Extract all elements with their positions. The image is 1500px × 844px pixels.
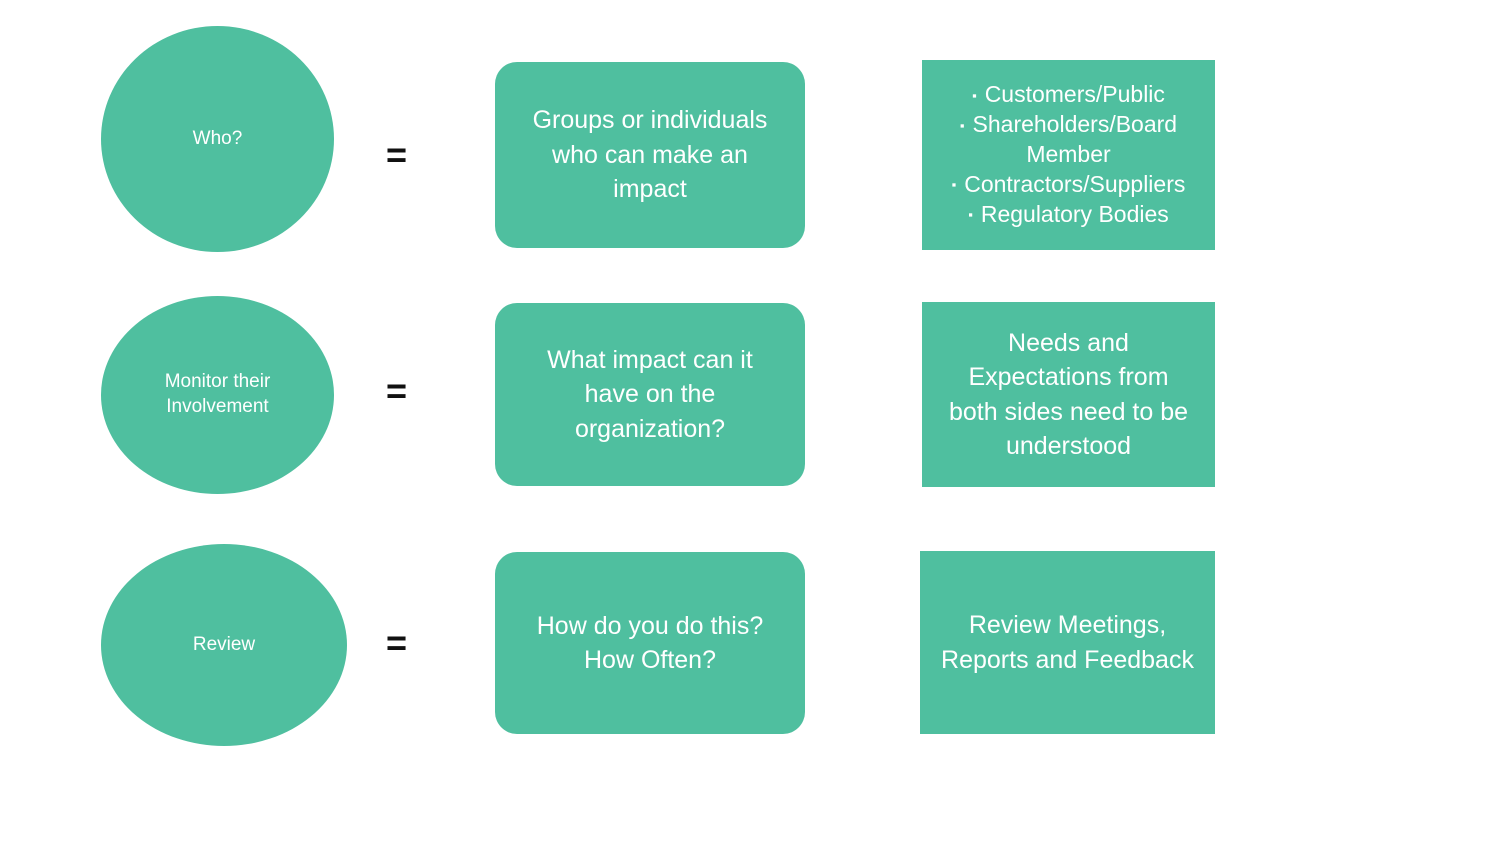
examples-list-who xyxy=(942,80,1195,229)
equals-sign-1: = xyxy=(386,134,408,175)
equals-sign-2: = xyxy=(386,370,408,411)
examples-box-monitor[interactable] xyxy=(922,302,1215,487)
statement-box-monitor-text: What impact can it have on the organization? xyxy=(547,345,753,443)
examples-box-monitor-text: Needs and Expectations from both sides need to be understood xyxy=(948,328,1189,460)
list-item-label: Contractors/Suppliers xyxy=(964,170,1186,197)
list-item xyxy=(942,170,1195,200)
examples-box-review-text: Review Meetings, Reports and Feedback xyxy=(941,611,1194,674)
bullet-icon: ▪ xyxy=(968,207,973,223)
statement-box-review-text: How do you do this? How Often? xyxy=(536,611,764,674)
statement-box-who[interactable] xyxy=(495,62,805,248)
examples-box-who[interactable] xyxy=(922,60,1215,250)
list-item xyxy=(942,200,1195,230)
statement-box-monitor[interactable] xyxy=(495,303,805,486)
statement-box-review[interactable] xyxy=(495,552,805,734)
statement-box-who-text: Groups or individuals who can make an impact xyxy=(532,106,768,204)
examples-box-review[interactable] xyxy=(920,551,1215,734)
circle-who-label: Who? xyxy=(192,127,243,149)
circle-who[interactable] xyxy=(101,26,334,252)
list-item-label: Shareholders/Board Member xyxy=(972,111,1178,168)
equals-sign-3: = xyxy=(386,622,408,663)
list-item xyxy=(942,80,1195,110)
circle-review-label: Review xyxy=(192,633,256,655)
bullet-icon: ▪ xyxy=(972,87,977,103)
list-item xyxy=(942,110,1195,170)
list-item-label: Customers/Public xyxy=(984,81,1165,108)
bullet-icon: ▪ xyxy=(959,117,965,133)
circle-monitor-involvement-label: Monitor their Involvement xyxy=(164,371,271,417)
bullet-icon: ▪ xyxy=(951,177,957,193)
circle-review[interactable] xyxy=(101,544,347,746)
list-item-label: Regulatory Bodies xyxy=(980,200,1169,227)
circle-monitor-involvement[interactable] xyxy=(101,296,334,494)
